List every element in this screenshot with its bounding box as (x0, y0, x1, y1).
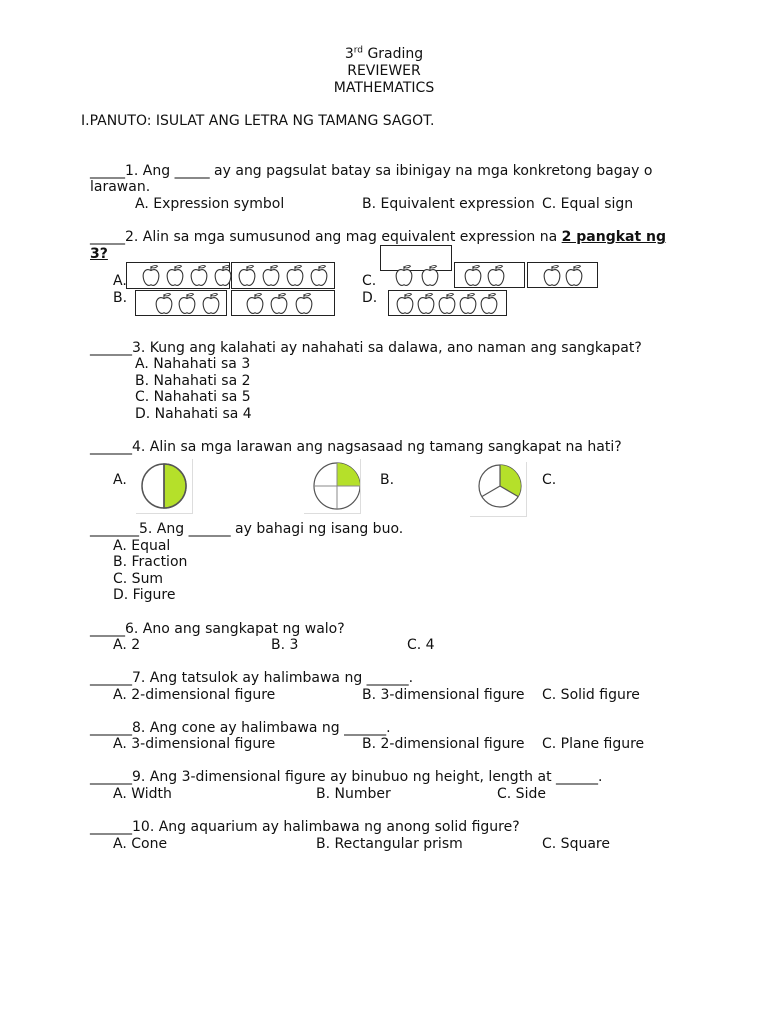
apple-icon (211, 264, 235, 288)
instruction: I.PANUTO: ISULAT ANG LETRA NG TAMANG SAGOT. (81, 113, 435, 129)
pie-half-icon (136, 459, 192, 513)
q4-option-c: C. (542, 472, 557, 488)
q5-option-d: D. Figure (113, 587, 176, 603)
grading-title (0, 46, 768, 62)
q2-option-a: A. (113, 273, 127, 289)
apple-icon (175, 292, 199, 316)
q2-option-c: C. (362, 273, 377, 289)
apple-icon (392, 264, 416, 288)
apple-icon (235, 264, 259, 288)
q9-option-a: A. Width (113, 786, 172, 802)
q9-text: ______9. Ang 3-dimensional figure ay binubuo ng height, length at ______. (90, 769, 603, 785)
apple-icon (243, 292, 267, 316)
q3-option-d: D. Nahahati sa 4 (135, 406, 252, 422)
apple-icon (283, 264, 307, 288)
q4-option-a: A. (113, 472, 127, 488)
apple-icon (307, 264, 331, 288)
grading-word: Grading (367, 46, 424, 62)
q10-option-c: C. Square (542, 836, 610, 852)
q2-text (90, 229, 666, 245)
apple-icon (163, 264, 187, 288)
q6-option-b: B. 3 (271, 637, 299, 653)
apple-icon (292, 292, 316, 316)
q7-option-a: A. 2-dimensional figure (113, 687, 276, 703)
q8-text: ______8. Ang cone ay halimbawa ng ______. (90, 720, 391, 736)
q2-option-b: B. (113, 290, 128, 306)
apple-icon (484, 264, 508, 288)
q9-option-b: B. Number (316, 786, 391, 802)
q10-text: ______10. Ang aquarium ay halimbawa ng anong solid figure? (90, 819, 520, 835)
q1-text-line2: larawan. (90, 179, 151, 195)
q2-emphasis-cont: 3? (90, 246, 108, 262)
q1-option-a: A. Expression symbol (135, 196, 285, 212)
q8-option-b: B. 2-dimensional figure (362, 736, 525, 752)
apple-icon (139, 264, 163, 288)
q5-text: _______5. Ang ______ ay bahagi ng isang buo. (90, 521, 404, 537)
q8-option-a: A. 3-dimensional figure (113, 736, 276, 752)
q7-option-c: C. Solid figure (542, 687, 640, 703)
pie-third-frame (470, 462, 527, 517)
q6-option-a: A. 2 (113, 637, 141, 653)
q4-option-b: B. (380, 472, 395, 488)
q10-option-a: A. Cone (113, 836, 168, 852)
apple-icon (477, 292, 501, 316)
q3-option-a: A. Nahahati sa 3 (135, 356, 251, 372)
q5-option-b: B. Fraction (113, 554, 188, 570)
q3-option-c: C. Nahahati sa 5 (135, 389, 251, 405)
q1-option-b: B. Equivalent expression (362, 196, 535, 212)
apple-icon (461, 264, 485, 288)
apple-icon (267, 292, 291, 316)
q5-option-a: A. Equal (113, 538, 171, 554)
q3-option-b: B. Nahahati sa 2 (135, 373, 251, 389)
subject-title: MATHEMATICS (333, 80, 435, 96)
q1-option-c: C. Equal sign (542, 196, 634, 212)
apple-icon (152, 292, 176, 316)
apple-icon (418, 264, 442, 288)
q6-option-c: C. 4 (407, 637, 435, 653)
q2-prompt: _____2. Alin sa mga sumusunod ang mag equivalent expression na (90, 229, 562, 245)
q2-option-d: D. (362, 290, 378, 306)
pie-third-icon (470, 462, 526, 516)
apple-icon (540, 264, 564, 288)
q1-text-line1: _____1. Ang _____ ay ang pagsulat batay sa ibinigay na mga konkretong bagay o (90, 163, 653, 179)
q9-option-c: C. Side (497, 786, 546, 802)
grading-superscript: rd (353, 45, 363, 56)
q4-text: ______4. Alin sa mga larawan ang nagsasaad ng tamang sangkapat na hati? (90, 439, 622, 455)
q5-option-c: C. Sum (113, 571, 164, 587)
pie-quarter-icon (304, 459, 360, 513)
pie-quarter-frame (304, 459, 361, 514)
q8-option-c: C. Plane figure (542, 736, 645, 752)
q7-option-b: B. 3-dimensional figure (362, 687, 525, 703)
grading-number: 3 (344, 46, 354, 62)
apple-icon (259, 264, 283, 288)
apple-icon (199, 292, 223, 316)
apple-icon (562, 264, 586, 288)
q10-option-b: B. Rectangular prism (316, 836, 463, 852)
apple-icon (187, 264, 211, 288)
q6-text: _____6. Ano ang sangkapat ng walo? (90, 621, 345, 637)
q2-emphasis: 2 pangkat ng (561, 229, 667, 245)
q3-text: ______3. Kung ang kalahati ay nahahati sa dalawa, ano naman ang sangkapat? (90, 340, 642, 356)
q7-text: ______7. Ang tatsulok ay halimbawa ng ______. (90, 670, 414, 686)
pie-half-frame (136, 459, 193, 514)
reviewer-title: REVIEWER (347, 63, 421, 79)
